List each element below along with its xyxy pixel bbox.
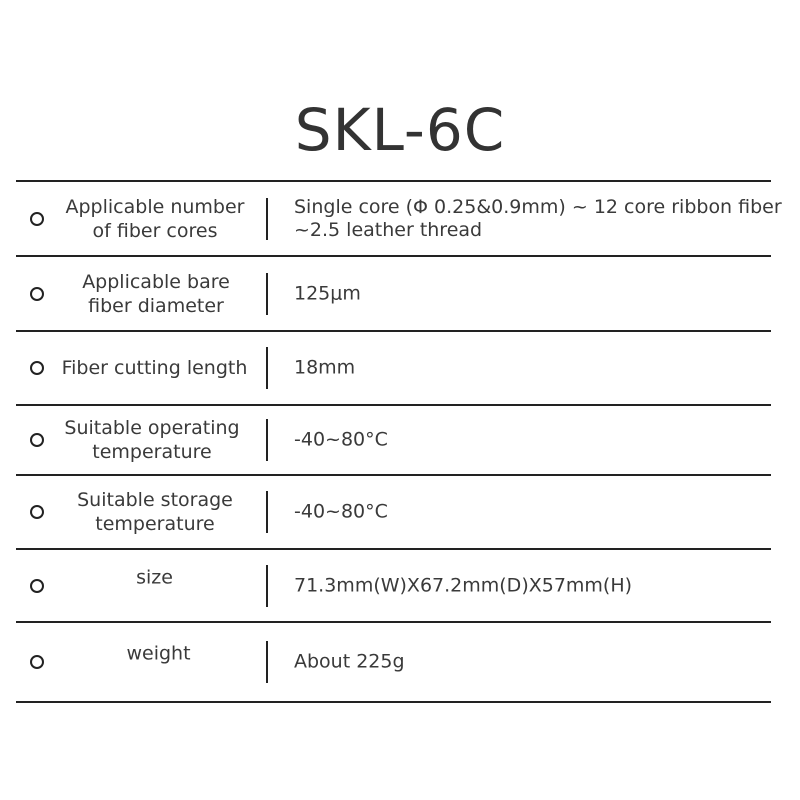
circle-bullet-icon: [30, 655, 44, 669]
spec-table: [16, 180, 782, 703]
circle-bullet-icon: [30, 212, 44, 226]
circle-bullet-icon: [30, 579, 44, 593]
spec-label: weight: [126, 642, 191, 665]
spec-label: Applicable number of fiber cores: [65, 195, 245, 242]
circle-bullet-icon: [30, 287, 44, 301]
spec-label: Suitable storage temperature: [77, 489, 233, 535]
column-divider: [266, 347, 268, 389]
product-title: SKL-6C: [294, 96, 506, 164]
spec-value: [294, 357, 355, 380]
spec-value: [294, 282, 361, 305]
column-divider: [266, 419, 268, 461]
spec-row-fiber-cores: [16, 180, 782, 255]
spec-row-weight: [16, 621, 771, 703]
spec-row-cutting-length: [16, 330, 771, 404]
column-divider: [266, 198, 268, 240]
spec-value: [294, 651, 405, 674]
column-divider: [266, 565, 268, 607]
spec-value-line: 18mm: [294, 356, 356, 379]
spec-label: size: [136, 566, 173, 589]
spec-value: [294, 574, 632, 597]
column-divider: [266, 273, 268, 315]
spec-row-bare-fiber-diameter: [16, 255, 771, 330]
spec-value-line: ~2.5 leather thread: [294, 218, 483, 241]
spec-value-line: -40~80°C: [294, 500, 388, 523]
spec-value-line: About 225g: [294, 650, 405, 673]
spec-value-line: Single core (Φ 0.25&0.9mm) ~ 12 core ribbon fiber: [294, 195, 782, 218]
spec-value-line: 125μm: [294, 282, 361, 304]
spec-row-operating-temperature: [16, 404, 771, 474]
column-divider: [266, 641, 268, 683]
spec-value-line: 71.3mm(W)X67.2mm(D)X57mm(H): [294, 574, 633, 596]
spec-value: [294, 196, 782, 242]
spec-label: Fiber cutting length: [61, 357, 248, 379]
circle-bullet-icon: [30, 361, 44, 375]
spec-value: [294, 501, 388, 524]
spec-row-storage-temperature: [16, 474, 771, 548]
spec-row-size: [16, 548, 771, 621]
spec-label: Suitable operating temperature: [64, 417, 240, 463]
column-divider: [266, 491, 268, 533]
spec-label: Applicable bare fiber diameter: [82, 270, 230, 317]
spec-value-line: -40~80°C: [294, 428, 388, 451]
spec-value: [294, 429, 388, 452]
circle-bullet-icon: [30, 505, 44, 519]
circle-bullet-icon: [30, 433, 44, 447]
